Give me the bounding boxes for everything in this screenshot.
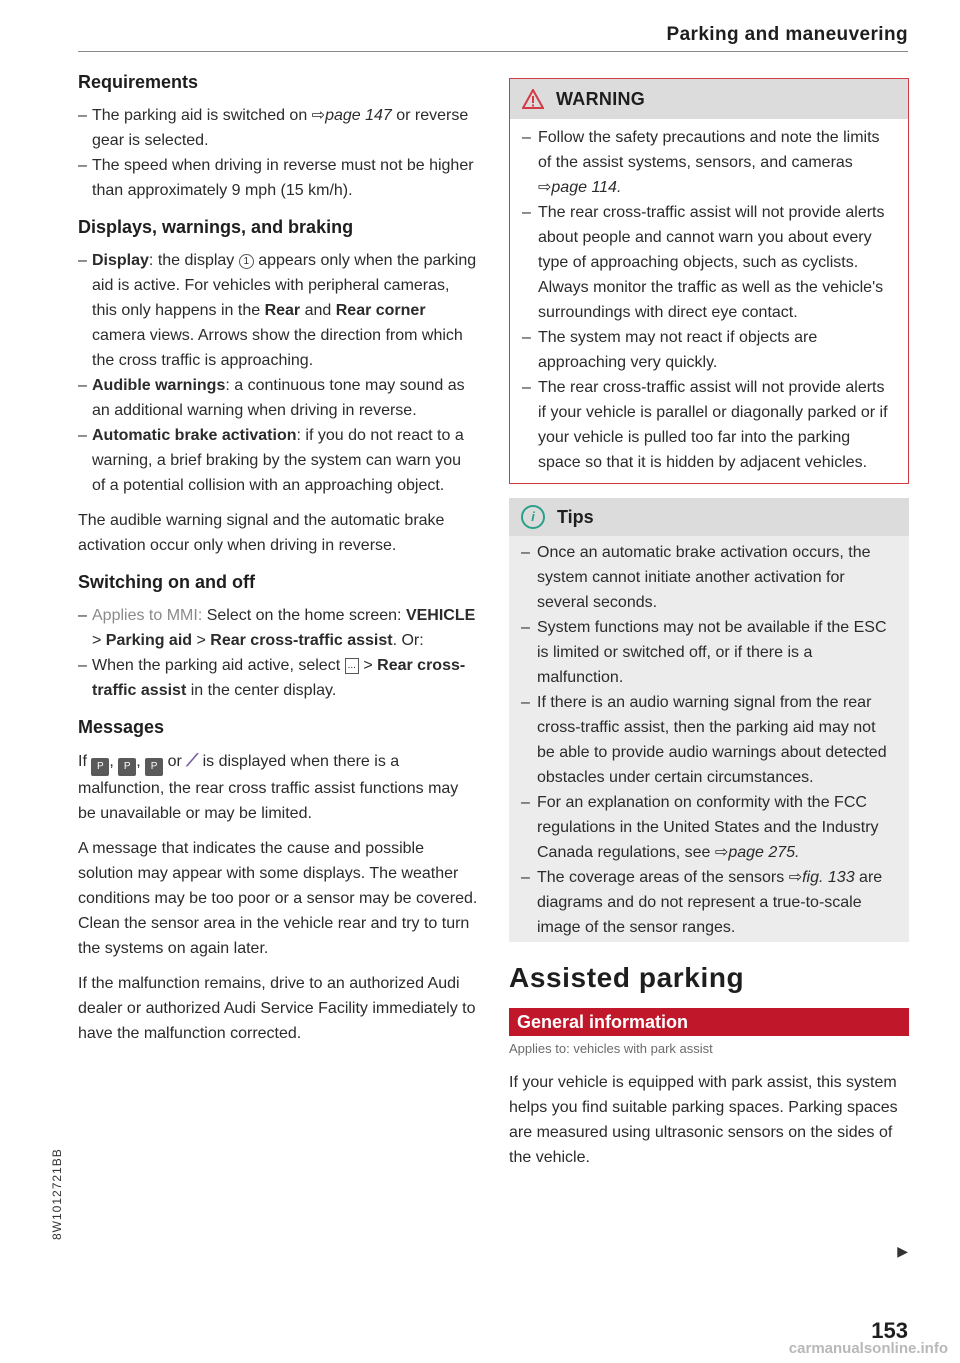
- text: . Or:: [392, 632, 424, 649]
- page-link[interactable]: ⇨page 275.: [714, 844, 800, 861]
- tips-body: [509, 536, 909, 942]
- watermark: carmanualsonline.info: [788, 1340, 948, 1357]
- list-item: – System functions may not be available if the ESC is limited or switched off, or if there is a malfunction.: [521, 615, 897, 690]
- switching-section: [78, 572, 478, 703]
- paragraph: If P , P , P or ⟋ is displayed when there is a malfunction, the rear cross traffic assist functions may be unavailable or may be limited.: [78, 751, 459, 822]
- text: For an explanation on conformity with the FCC regulations in the United States and the Industry Canada regulations, see: [537, 794, 879, 861]
- requirements-heading: Requirements: [78, 72, 199, 92]
- menu-path: Parking aid: [105, 632, 193, 649]
- more-options-icon: ...: [345, 658, 359, 674]
- page-number: 153: [871, 1318, 908, 1343]
- list-item: – If there is an audio warning signal from the rear cross-traffic assist, then the parking aid may not be able to provide audio warnings about detected obstacles under certain circumstances.: [521, 690, 897, 790]
- text: >: [358, 657, 378, 674]
- list-item: [78, 653, 478, 703]
- text: Select on the home screen:: [202, 607, 406, 624]
- text: The parking aid is switched on: [92, 107, 312, 124]
- list-item: – The system may not react if objects are approaching very quickly.: [522, 325, 896, 375]
- text: The coverage areas of the sensors: [537, 869, 789, 886]
- text: and: [300, 302, 336, 319]
- list-item: [521, 790, 897, 865]
- page-link[interactable]: ⇨page 147: [311, 107, 392, 124]
- text: appears only when the parking aid is active. For vehicles with peripheral cameras, this only happens in the: [92, 252, 477, 319]
- requirements-list: [78, 103, 478, 203]
- text: If: [78, 753, 92, 770]
- callout-1-icon: 1: [239, 254, 254, 269]
- term: Automatic brake activation: [92, 427, 297, 444]
- paragraph: If your vehicle is equipped with park assist, this system helps you find suitable parking spaces. Parking spaces are measured using ultrasonic sensors on the sides of the vehicle.: [509, 1074, 898, 1166]
- text: Follow the safety precautions and note the limits of the assist systems, sensors, and cameras: [538, 129, 880, 171]
- parking-warning-icon: P: [91, 758, 109, 776]
- paragraph: If the malfunction remains, drive to an authorized Audi dealer or authorized Audi Service Facility immediately to have the malfunction corrected.: [78, 975, 476, 1042]
- list-item: – The speed when driving in reverse must not be higher than approximately 9 mph (15 km/h).: [78, 153, 478, 203]
- document-code: 8W1012721BB: [50, 1148, 64, 1240]
- term: Rear: [264, 302, 301, 319]
- warning-box: [509, 78, 909, 484]
- page-link[interactable]: ⇨page 114.: [538, 179, 622, 196]
- list-item: – The rear cross-traffic assist will not provide alerts if your vehicle is parallel or diagonally parked or if your vehicle is pulled too far into the parking space so that it is hidden by adjacent vehicles.: [522, 375, 896, 475]
- section-title-bar: General information: [509, 1008, 909, 1036]
- text: : the display: [148, 252, 239, 269]
- paragraph: The audible warning signal and the automatic brake activation occur only when driving in reverse.: [78, 512, 445, 554]
- paragraph: A message that indicates the cause and possible solution may appear with some displays. The weather conditions may be too poor or a sensor may be covered. Clean the sensor area in the vehicle rear and try to turn the systems on again later.: [78, 840, 478, 957]
- text: is displayed when there is a malfunction, the rear cross traffic assist functions may be unavailable or may be limited.: [78, 753, 459, 822]
- tips-list: [521, 540, 897, 940]
- list-item: [78, 373, 478, 423]
- text: When the parking aid active, select: [92, 657, 345, 674]
- list-item: [78, 423, 478, 498]
- warning-list: [522, 125, 896, 475]
- term: Rear corner: [335, 302, 426, 319]
- parking-warning-icon: P: [145, 758, 163, 776]
- list-item: [522, 125, 896, 200]
- menu-path: Rear cross-traffic assist: [210, 632, 393, 649]
- chapter-title: Assisted parking: [509, 962, 745, 993]
- requirements-section: [78, 72, 478, 203]
- warning-header: [510, 79, 908, 119]
- displays-heading: Displays, warnings, and braking: [78, 217, 354, 237]
- displays-section: [78, 217, 478, 558]
- sensor-off-icon: ⟋: [186, 751, 199, 770]
- text: >: [92, 632, 106, 649]
- figure-link[interactable]: ⇨fig. 133: [788, 869, 855, 886]
- list-item: [78, 103, 478, 153]
- continue-arrow-icon: ▶: [897, 1243, 908, 1259]
- list-item: [521, 865, 897, 940]
- messages-heading: Messages: [78, 717, 165, 737]
- text: or reverse gear is selected.: [92, 107, 469, 149]
- list-item: – The rear cross-traffic assist will not provide alerts about people and cannot warn you about every type of approaching objects, such as cyclists. Always monitor the traffic as well as the vehicle's surroundings with direct eye contact.: [522, 200, 896, 325]
- text: or: [163, 753, 187, 770]
- tips-title: Tips: [557, 506, 594, 527]
- warning-title: WARNING: [556, 88, 646, 109]
- messages-section: [78, 717, 478, 1046]
- left-column: [78, 72, 478, 1046]
- warning-body: [510, 119, 908, 483]
- tips-box: [509, 498, 909, 942]
- list-item: [78, 603, 478, 653]
- text: : a continuous tone may sound as an additional warning when driving in reverse.: [92, 377, 465, 419]
- applies-label: Applies to MMI:: [92, 607, 203, 624]
- right-column: [509, 78, 909, 1170]
- list-item: – Once an automatic brake activation occurs, the system cannot initiate another activation for several seconds.: [521, 540, 897, 615]
- switching-list: [78, 603, 478, 703]
- text: in the center display.: [186, 682, 337, 699]
- header-divider: [78, 51, 908, 52]
- text: are diagrams and do not represent a true-to-scale image of the sensor ranges.: [537, 869, 883, 936]
- menu-path: VEHICLE: [405, 607, 476, 624]
- warning-triangle-icon: [522, 89, 544, 109]
- term: Display: [92, 252, 149, 269]
- parking-warning-icon: P: [118, 758, 136, 776]
- applies-note: Applies to: vehicles with park assist: [509, 1041, 713, 1056]
- info-icon: i: [521, 505, 545, 529]
- running-header: Parking and maneuvering: [666, 24, 908, 45]
- term: Audible warnings: [92, 377, 226, 394]
- list-item: [78, 248, 478, 373]
- menu-path: Rear cross-traffic assist: [92, 657, 466, 699]
- text: >: [192, 632, 211, 649]
- switching-heading: Switching on and off: [78, 572, 255, 592]
- tips-header: [509, 498, 909, 536]
- text: : if you do not react to a warning, a brief braking by the system can warn you of a potential collision with an approaching object.: [92, 427, 464, 494]
- displays-list: [78, 248, 478, 498]
- text: camera views. Arrows show the direction from which the cross traffic is approaching.: [92, 327, 463, 369]
